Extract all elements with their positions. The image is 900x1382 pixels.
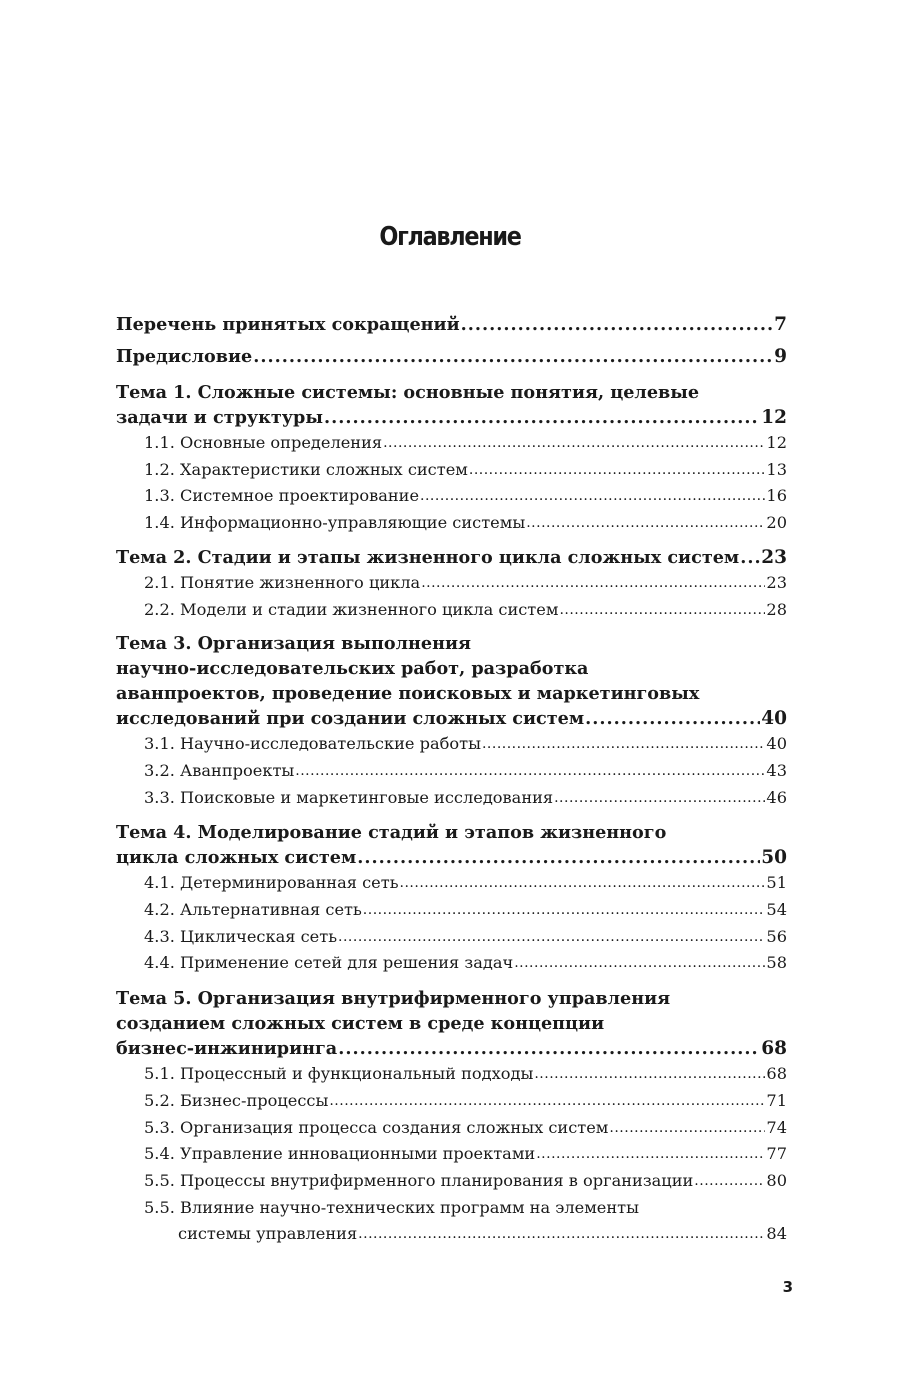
toc-entry-label: 5.1. Процессный и функциональный подходы <box>144 1064 534 1084</box>
toc-entry-label: системы управления <box>178 1224 358 1244</box>
toc-page-number: 40 <box>766 734 787 754</box>
toc-subentry-4-4[interactable] <box>116 950 787 977</box>
toc-entry-label: 5.2. Бизнес-процессы <box>144 1090 329 1110</box>
toc-topic-3-title-line-1[interactable]: Тема 3. Организация выполнения <box>116 633 471 655</box>
toc-page-number: 40 <box>761 708 787 730</box>
dot-leader <box>357 845 760 870</box>
toc-subentry-5-1[interactable] <box>116 1061 787 1088</box>
toc-page-number: 46 <box>766 787 787 807</box>
dot-leader <box>358 1221 765 1248</box>
toc-entry-topic-3[interactable] <box>116 706 787 731</box>
toc-subentry-1-1[interactable] <box>116 430 787 457</box>
toc-page-number: 68 <box>766 1064 787 1084</box>
toc-entry-label: 2.2. Модели и стадии жизненного цикла систем <box>144 599 559 619</box>
toc-topic-4-title[interactable]: Тема 4. Моделирование стадий и этапов жизненного <box>116 822 667 844</box>
toc-page-number: 23 <box>761 546 787 568</box>
dot-leader <box>469 457 766 484</box>
toc-page-number: 54 <box>766 900 787 920</box>
toc-entry-label: исследований при создании сложных систем <box>116 708 585 730</box>
dot-leader <box>420 483 765 510</box>
toc-subentry-4-2[interactable] <box>116 897 787 924</box>
dot-leader <box>324 405 760 430</box>
toc-entry-topic-5[interactable] <box>116 1036 787 1061</box>
toc-entry-label: 4.1. Детерминированная сеть <box>144 873 399 893</box>
toc-entry-label: цикла сложных систем <box>116 847 357 869</box>
dot-leader <box>295 758 765 785</box>
dot-leader <box>338 1036 760 1061</box>
toc-subentry-1-4[interactable] <box>116 510 787 537</box>
dot-leader <box>609 1115 765 1142</box>
toc-entry-label: Предисловие <box>116 346 253 367</box>
toc-subentry-5-6[interactable] <box>116 1221 787 1248</box>
toc-subentry-2-1[interactable] <box>116 570 787 597</box>
toc-page-number: 13 <box>766 459 787 479</box>
dot-leader <box>400 870 766 897</box>
dot-leader <box>526 510 765 537</box>
toc-page-number: 43 <box>766 760 787 780</box>
dot-leader <box>461 312 773 337</box>
toc-subentry-5-3[interactable] <box>116 1115 787 1142</box>
toc-subentry-3-2[interactable] <box>116 758 787 785</box>
toc-topic-3-title-line-2[interactable]: научно-исследовательских работ, разработка <box>116 658 589 680</box>
toc-page-number: 80 <box>766 1170 787 1190</box>
toc-page-number: 58 <box>766 953 787 973</box>
toc-page-number: 50 <box>761 847 787 869</box>
table-of-contents <box>116 312 787 1248</box>
toc-page-number: 20 <box>766 513 787 533</box>
dot-leader <box>514 950 765 977</box>
toc-entry-label: бизнес-инжиниринга <box>116 1038 338 1060</box>
toc-subentry-5-2[interactable] <box>116 1088 787 1115</box>
toc-subentry-1-2[interactable] <box>116 457 787 484</box>
toc-entry-label: 3.3. Поисковые и маркетинговые исследования <box>144 787 554 807</box>
toc-page-number: 23 <box>766 572 787 592</box>
toc-topic-5-title-line-2[interactable]: созданием сложных систем в среде концепции <box>116 1013 605 1035</box>
dot-leader <box>383 430 765 457</box>
toc-topic-5-title-line-1[interactable]: Тема 5. Организация внутрифирменного управления <box>116 988 671 1010</box>
page-number: 3 <box>782 1278 793 1296</box>
dot-leader <box>585 706 760 731</box>
toc-subentry-5-5[interactable] <box>116 1168 787 1195</box>
toc-page-number: 68 <box>761 1038 787 1060</box>
toc-page-number: 74 <box>766 1117 787 1137</box>
toc-entry-label: 1.3. Системное проектирование <box>144 486 420 506</box>
toc-entry-label: 1.2. Характеристики сложных систем <box>144 459 468 479</box>
toc-subentry-5-4[interactable] <box>116 1141 787 1168</box>
toc-entry-label: 4.4. Применение сетей для решения задач <box>144 953 514 973</box>
toc-page-number: 84 <box>766 1224 787 1244</box>
toc-entry-label: Перечень принятых сокращений <box>116 314 460 335</box>
toc-page-number: 7 <box>774 314 787 335</box>
toc-page-number: 51 <box>766 873 787 893</box>
toc-entry-topic-2[interactable] <box>116 545 787 570</box>
dot-leader <box>740 545 760 570</box>
toc-entry-label: 2.1. Понятие жизненного цикла <box>144 572 421 592</box>
toc-entry-label: задачи и структуры <box>116 407 323 428</box>
toc-page-number: 28 <box>766 599 787 619</box>
toc-entry-label: 5.4. Управление инновационными проектами <box>144 1144 536 1164</box>
toc-subentry-4-3[interactable] <box>116 924 787 951</box>
toc-entry-label: 3.1. Научно-исследовательские работы <box>144 734 481 754</box>
toc-page-number: 71 <box>766 1090 787 1110</box>
page-title: Оглавление <box>379 222 521 252</box>
toc-topic-1-title[interactable]: Тема 1. Сложные системы: основные понятия, целевые <box>116 382 700 403</box>
dot-leader <box>363 897 766 924</box>
dot-leader <box>536 1141 765 1168</box>
toc-page-number: 12 <box>761 407 787 428</box>
dot-leader <box>694 1168 765 1195</box>
toc-entry-abbreviations[interactable] <box>116 312 787 337</box>
toc-page-number: 16 <box>766 486 787 506</box>
toc-subentry-3-3[interactable] <box>116 785 787 812</box>
toc-entry-preface[interactable] <box>116 344 787 369</box>
toc-entry-label: 4.3. Циклическая сеть <box>144 926 338 946</box>
toc-page-number: 12 <box>766 433 787 452</box>
toc-subentry-5-6-title[interactable]: 5.5. Влияние научно-технических программ на элементы <box>144 1197 639 1217</box>
dot-leader <box>534 1061 765 1088</box>
toc-entry-topic-4[interactable] <box>116 845 787 870</box>
dot-leader <box>559 597 765 624</box>
toc-page-number: 9 <box>774 346 787 367</box>
dot-leader <box>253 344 773 369</box>
dot-leader <box>554 785 765 812</box>
toc-entry-label: 3.2. Аванпроекты <box>144 760 295 780</box>
toc-entry-label: 4.2. Альтернативная сеть <box>144 900 362 920</box>
dot-leader <box>329 1088 765 1115</box>
toc-entry-label: 5.5. Процессы внутрифирменного планирования в организации <box>144 1170 694 1190</box>
toc-subentry-1-3[interactable] <box>116 483 787 510</box>
toc-page-number: 56 <box>766 926 787 946</box>
toc-entry-label: 1.1. Основные определения <box>144 433 383 452</box>
toc-entry-label: Тема 2. Стадии и этапы жизненного цикла сложных систем <box>116 546 740 568</box>
toc-subentry-4-1[interactable] <box>116 870 787 897</box>
toc-subentry-3-1[interactable] <box>116 731 787 758</box>
toc-entry-topic-1[interactable] <box>116 405 787 430</box>
dot-leader <box>338 924 765 951</box>
toc-entry-label: 5.3. Организация процесса создания сложных систем <box>144 1117 609 1137</box>
dot-leader <box>482 731 765 758</box>
toc-page-number: 77 <box>766 1144 787 1164</box>
toc-topic-3-title-line-3[interactable]: аванпроектов, проведение поисковых и маркетинговых <box>116 683 700 705</box>
toc-subentry-2-2[interactable] <box>116 597 787 624</box>
toc-entry-label: 1.4. Информационно-управляющие системы <box>144 513 526 533</box>
dot-leader <box>421 570 765 597</box>
